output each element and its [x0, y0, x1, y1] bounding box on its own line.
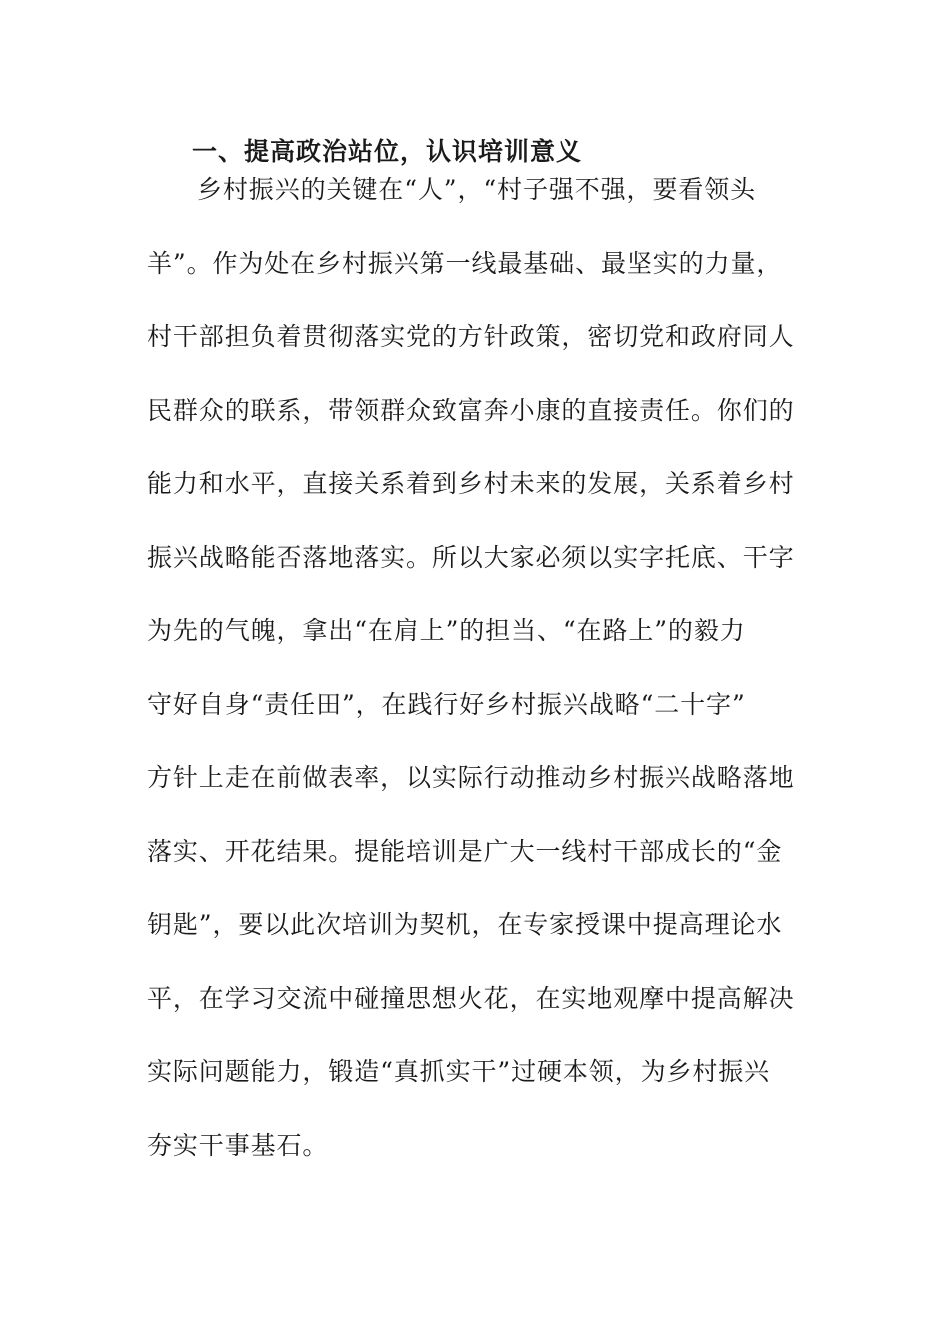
paragraph-line: 民群众的联系，带领群众致富奔小康的直接责任。你们的: [147, 395, 795, 425]
paragraph-line: 夯实干事基石。: [147, 1130, 329, 1160]
paragraph-line: 村干部担负着贯彻落实党的方针政策，密切党和政府同人: [147, 322, 795, 351]
section-heading: 一、提高政治站位，认识培训意义: [192, 137, 583, 166]
paragraph-line: 落实、开花结果。提能培训是广大一线村干部成长的“金: [147, 836, 783, 866]
paragraph-line: 钥匙”，要以此次培训为契机，在专家授课中提高理论水: [147, 910, 783, 939]
paragraph-line: 方针上走在前做表率，以实际行动推动乡村振兴战略落地: [147, 763, 795, 792]
paragraph-line: 乡村振兴的关键在“人”，“村子强不强，要看领头: [197, 175, 757, 204]
paragraph-line: 羊”。作为处在乡村振兴第一线最基础、最坚实的力量，: [147, 248, 783, 278]
paragraph-line: 平，在学习交流中碰撞思想火花，在实地观摩中提高解决: [147, 983, 795, 1013]
paragraph-line: 实际问题能力，锻造“真抓实干”过硬本领，为乡村振兴: [147, 1057, 771, 1086]
paragraph-line: 能力和水平，直接关系着到乡村未来的发展，关系着乡村: [147, 469, 795, 498]
paragraph-line: 守好自身“责任田”，在践行好乡村振兴战略“二十字”: [147, 689, 746, 719]
paragraph-line: 振兴战略能否落地落实。所以大家必须以实字托底、干字: [147, 542, 795, 572]
body-paragraph: [147, 170, 807, 1199]
paragraph-line: 为先的气魄，拿出“在肩上”的担当、“在路上”的毅力: [147, 616, 746, 645]
